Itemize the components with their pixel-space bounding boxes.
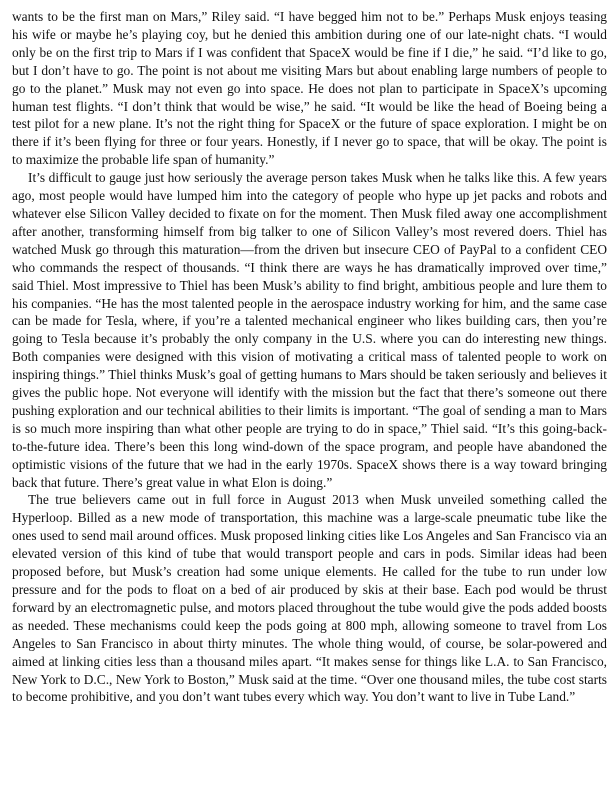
paragraph-continuation: wants to be the first man on Mars,” Riley said. “I have begged him not to be.” Perhaps Musk enjoys teasing his wife or maybe he’s playing coy, but he denied this ambition during one of our late-night chats. “I would only be on the first trip to Mars if I was confident that SpaceX would be fine if I die,” he said. “I’d like to go, but I don’t have to go. The point is not about me visiting Mars but about enabling large numbers of people to go to the planet.” Musk may not even go into space. He does not plan to participate in SpaceX’s upcoming human test flights. “I don’t think that would be wise,” he said. “It would be like the head of Boeing being a test pilot for a new plane. It’s not the right thing for SpaceX or the future of space exploration. I might be on there if it’s been flying for three or four years. Honestly, if I never go to space, that will be okay. The point is to maximize the probable life span of humanity.” <box>12 9 607 168</box>
book-page <box>12 8 607 706</box>
paragraph-thiel: It’s difficult to gauge just how seriously the average person takes Musk when he talks like this. A few years ago, most people would have lumped him into the category of people who hype up jet packs and robots and whatever else Silicon Valley decided to fixate on for the moment. Then Musk filed away one accomplishment after another, transforming himself from big talker to one of Silicon Valley’s most revered doers. Thiel has watched Musk go through this maturation—from the driven but insecure CEO of PayPal to a confident CEO who commands the respect of thousands. “I think there are ways he has dramatically improved over time,” said Thiel. Most impressive to Thiel has been Musk’s ability to find bright, ambitious people and lure them to his companies. “He has the most talented people in the aerospace industry working for him, and the same case can be made for Tesla, where, if you’re a talented mechanical engineer who likes building cars, then you’re going to Tesla because it’s probably the only company in the U.S. where you can do interesting new things. Both companies were designed with this vision of motivating a critical mass of talented people to work on inspiring things.” Thiel thinks Musk’s goal of getting humans to Mars should be taken seriously and believes it gives the public hope. Not everyone will identify with the mission but the fact that there’s someone out there pushing exploration and our technical abilities to their limits is important. “The goal of sending a man to Mars is so much more inspiring than what other people are trying to do in space,” Thiel said. “It’s this going-back-to-the-future idea. There’s been this long wind-down of the space program, and people have abandoned the optimistic visions of the future that we had in the early 1970s. SpaceX shows there is a way toward bringing back that future. There’s great value in what Elon is doing.” <box>12 170 607 490</box>
paragraph-hyperloop: The true believers came out in full force in August 2013 when Musk unveiled something called the Hyperloop. Billed as a new mode of transportation, this machine was a large-scale pneumatic tube like the ones used to send mail around offices. Musk proposed linking cities like Los Angeles and San Francisco via an elevated version of this kind of tube that would transport people and cars in pods. Similar ideas had been proposed before, but Musk’s creation had some unique elements. He called for the tube to run under low pressure and for the pods to float on a bed of air produced by skis at their base. Each pod would be thrust forward by an electromagnetic pulse, and motors placed throughout the tube would give the pods added boosts as needed. These mechanisms could keep the pods going at 800 mph, allowing someone to travel from Los Angeles to San Francisco in about thirty minutes. The whole thing would, of course, be solar-powered and aimed at linking cities less than a thousand miles apart. “It makes sense for things like L.A. to San Francisco, New York to D.C., New York to Boston,” Musk said at the time. “Over one thousand miles, the tube cost starts to become prohibitive, and you don’t want tubes every which way. You don’t want to live in Tube Land.” <box>12 492 607 705</box>
